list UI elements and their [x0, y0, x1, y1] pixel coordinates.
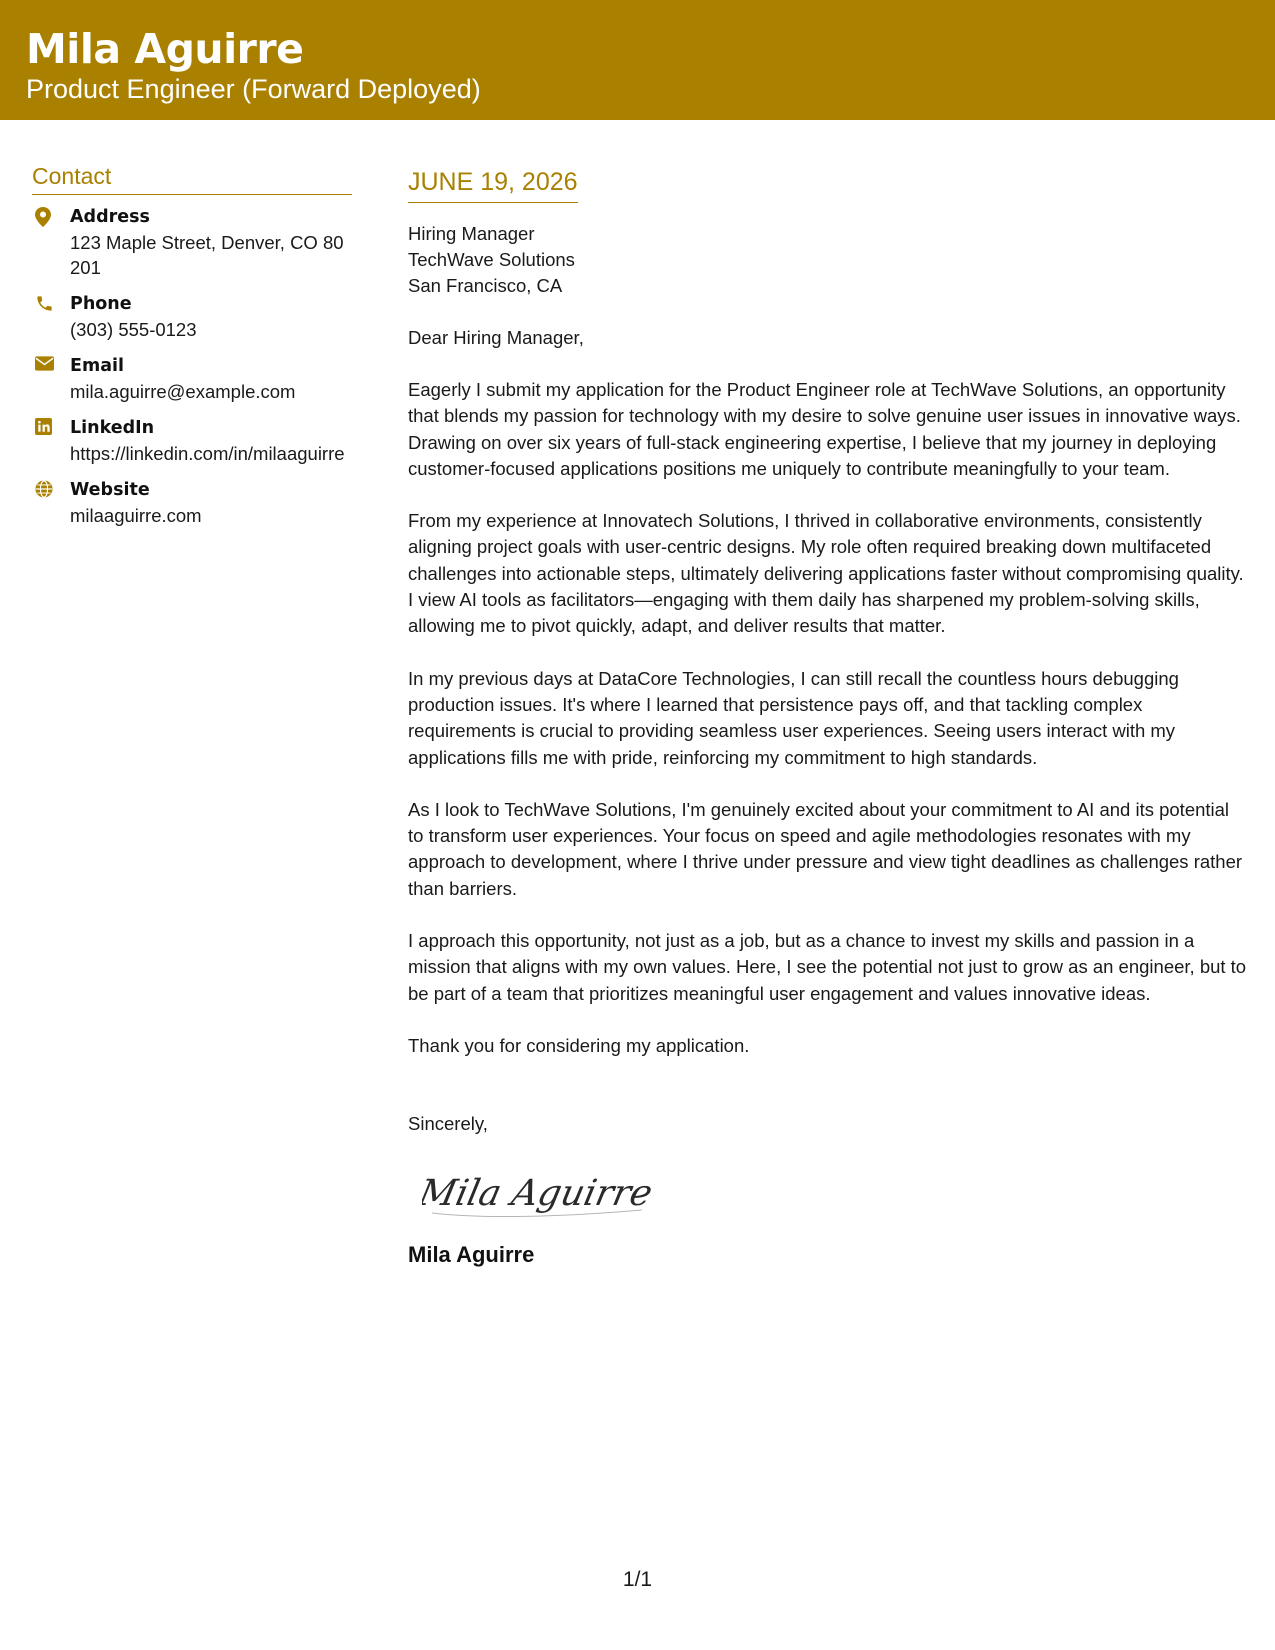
phone-icon — [32, 292, 70, 342]
contact-label: LinkedIn — [70, 418, 155, 438]
contact-item-email — [32, 354, 352, 404]
recipient-line: TechWave Solutions — [408, 249, 575, 270]
contact-label: Website — [70, 480, 150, 500]
signature-text: Mila Aguirre — [422, 1171, 657, 1215]
contact-label: Address — [70, 207, 150, 227]
contact-heading: Contact — [32, 162, 352, 195]
globe-icon — [32, 478, 70, 528]
contact-item-linkedin — [32, 416, 352, 466]
letter-paragraph: I approach this opportunity, not just as a job, but as a chance to invest my skills and passion in a mission that aligns with my own values. Here, I see the potential not just to grow as an engineer, but to be part of a team that prioritizes meaningful user engagement and values innovative ideas. — [408, 930, 1247, 1004]
signed-name: Mila Aguirre — [408, 1242, 535, 1268]
header-banner — [0, 0, 1275, 120]
page-number: 1/1 — [622, 1568, 653, 1591]
contact-label: Email — [70, 356, 124, 376]
candidate-name: Mila Aguirre — [26, 25, 304, 73]
letter-paragraph: In my previous days at DataCore Technologies, I can still recall the countless hours debugging production issues. It's where I learned that persistence pays off, and that tackling complex requirements is crucial to providing seamless user experiences. Seeing users interact with my applications fills me with pride, reinforcing my commitment to high standards. — [408, 667, 1179, 768]
handwritten-signature — [422, 1163, 1248, 1227]
envelope-icon — [32, 354, 70, 404]
recipient-line: Hiring Manager — [408, 223, 535, 244]
greeting: Dear Hiring Manager, — [408, 327, 584, 348]
letter-date: JUNE 19, 2026 — [408, 166, 578, 203]
contact-value[interactable]: https://linkedin.com/in/milaaguirre — [70, 443, 345, 464]
letter-paragraph: From my experience at Innovatech Solutions, I thrived in collaborative environments, consistently aligning project goals with user-centric designs. My role often required breaking down multifaceted challenges into actionable steps, ultimately delivering applications faster without compromising quality. I view AI tools as facilitators—engaging with them daily has sharpened my problem-solving skills, allowing me to pivot quickly, adapt, and deliver results that matter. — [408, 510, 1244, 637]
contact-sidebar — [32, 162, 352, 540]
contact-value: (303) 555-0123 — [70, 319, 197, 340]
recipient-block — [408, 221, 1248, 299]
letter-paragraph: Thank you for considering my application. — [408, 1034, 750, 1056]
closing: Sincerely, — [408, 1113, 488, 1135]
map-pin-icon — [32, 205, 70, 280]
contact-item-address — [32, 205, 352, 280]
candidate-title: Product Engineer (Forward Deployed) — [26, 74, 481, 104]
linkedin-icon — [32, 416, 70, 466]
contact-value: 123 Maple Street, Denver, CO 80201 — [70, 232, 344, 278]
contact-item-phone — [32, 292, 352, 342]
contact-item-website — [32, 478, 352, 528]
letter-paragraph: As I look to TechWave Solutions, I'm genuinely excited about your commitment to AI and its potential to transform user experiences. Your focus on speed and agile methodologies resonates with my approach to development, where I thrive under pressure and view tight deadlines as challenges rather than barriers. — [408, 798, 1243, 899]
letter-paragraph: Eagerly I submit my application for the Product Engineer role at TechWave Solutions, an opportunity that blends my passion for technology with my desire to solve genuine user issues in innovative ways. Drawing on over six years of full-stack engineering expertise, I believe that my journey in deploying customer-focused applications positions me uniquely to contribute meaningfully to your team. — [408, 379, 1241, 479]
recipient-line: San Francisco, CA — [408, 275, 563, 296]
contact-label: Phone — [70, 294, 132, 314]
contact-value[interactable]: milaaguirre.com — [70, 505, 202, 526]
letter-body — [408, 166, 1248, 1269]
contact-value: mila.aguirre@example.com — [70, 381, 296, 402]
